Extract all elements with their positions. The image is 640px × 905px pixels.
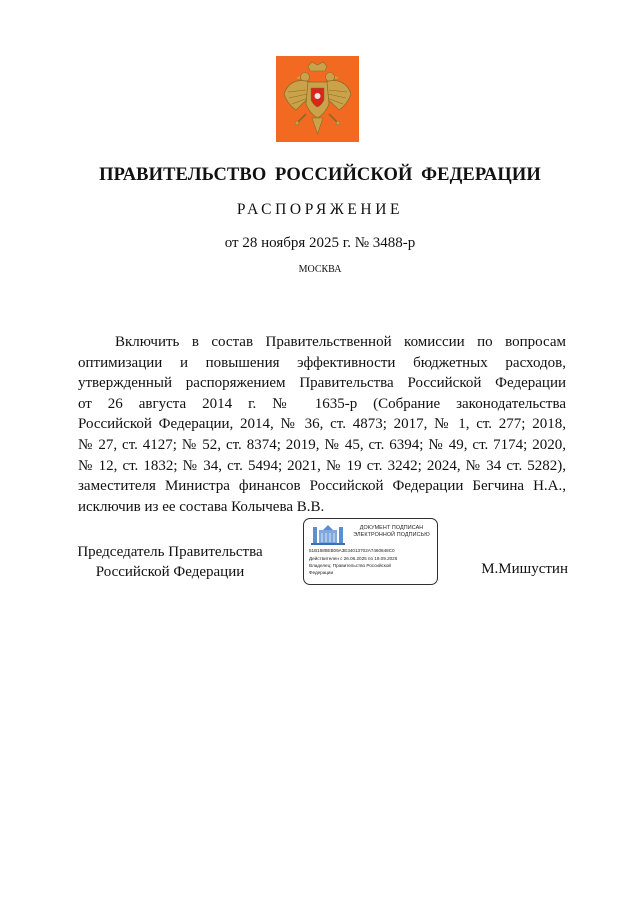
document-type: РАСПОРЯЖЕНИЕ (236, 201, 404, 218)
body-line: Российской Федерации, 2014, № 36, ст. 4873; 2017, № 1, ст. 277; 2018, (78, 416, 566, 433)
stamp-validity: Действителен с 26.06.2025 по 19.09.2026 (309, 556, 398, 561)
stamp-owner: Федерации (309, 570, 334, 575)
stamp-certificate: 51B1588EB09A3E34013702A7460848C0 (309, 548, 395, 553)
stamp-header-line: ЭЛЕКТРОННОЙ ПОДПИСЬЮ (353, 532, 430, 538)
body-line: от 26 августа 2014 г. № 1635-р (Собрание законодательства (78, 395, 566, 412)
signer-position-line: Председатель Правительства (77, 544, 263, 560)
document-date-number: от 28 ноября 2025 г. № 3488-р (224, 235, 416, 251)
body-line: исключив из ее состава Колычева В.В. (78, 498, 325, 515)
stamp-header (349, 525, 434, 539)
government-building-icon (309, 524, 347, 546)
document-city: МОСКВА (298, 264, 342, 275)
body-line: Включить в состав Правительственной комиссии по вопросам (115, 334, 566, 350)
body-line: заместителя Министра финансов Российской Федерации Бегчина Н.А., (78, 478, 566, 495)
body-line: № 12, ст. 1832; № 34, ст. 5494; 2021, № 19 ст. 3242; 2024, № 34 ст. 5282), (78, 457, 566, 474)
coat-of-arms-icon (276, 56, 359, 142)
signer-position (70, 542, 270, 582)
order-body (78, 332, 566, 517)
body-line: № 27, ст. 4127; № 52, ст. 8374; 2019, № 45, ст. 6394; № 49, ст. 7174; 2020, (78, 436, 566, 453)
body-line: оптимизации и повышения эффективности бюджетных расходов, (78, 354, 566, 371)
electronic-signature-stamp (303, 518, 438, 585)
body-line: утвержденный распоряжением Правительства Российской Федерации (78, 375, 566, 392)
stamp-owner: Владелец: Правительство Российской (309, 563, 391, 568)
stamp-header-line: ДОКУМЕНТ ПОДПИСАН (359, 525, 424, 531)
signer-name: М.Мишустин (481, 561, 568, 577)
government-title: ПРАВИТЕЛЬСТВО РОССИЙСКОЙ ФЕДЕРАЦИИ (99, 165, 541, 185)
signer-position-line: Российской Федерации (95, 564, 245, 580)
